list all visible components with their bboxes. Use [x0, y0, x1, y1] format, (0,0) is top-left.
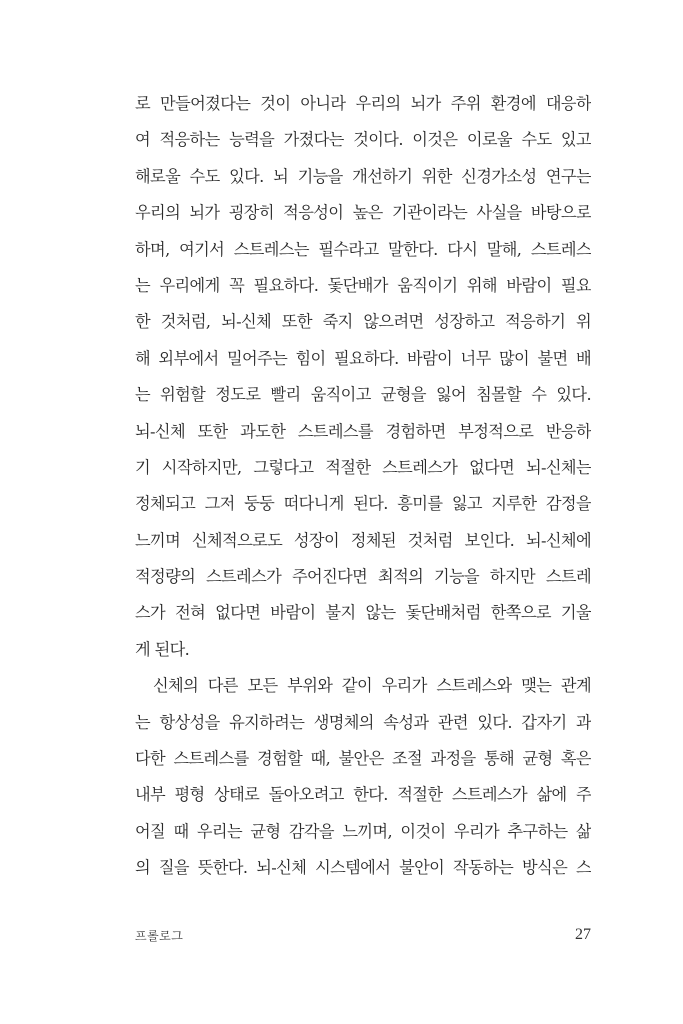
running-head: 프롤로그 [135, 928, 184, 943]
text-line: 한 것처럼, 뇌-신체 또한 죽지 않으려면 성장하고 적응하기 위 [135, 312, 591, 332]
text-line: 의 질을 뜻한다. 뇌-신체 시스템에서 불안이 작동하는 방식은 스 [135, 858, 591, 878]
text-line: 하며, 여기서 스트레스는 필수라고 말한다. 다시 말해, 스트레스 [135, 239, 591, 259]
text-line: 정체되고 그저 둥둥 떠다니게 된다. 흥미를 잃고 지루한 감정을 [135, 494, 591, 514]
text-line: 우리의 뇌가 굉장히 적응성이 높은 기관이라는 사실을 바탕으로 [135, 203, 591, 223]
text-line: 여 적응하는 능력을 가졌다는 것이다. 이것은 이로울 수도 있고 [135, 130, 591, 150]
text-line: 내부 평형 상태로 돌아오려고 한다. 적절한 스트레스가 삶에 주 [135, 785, 591, 805]
body-text [135, 86, 591, 887]
text-line: 해 외부에서 밀어주는 힘이 필요하다. 바람이 너무 많이 불면 배 [135, 348, 591, 368]
text-line: 는 항상성을 유지하려는 생명체의 속성과 관련 있다. 갑자기 과 [135, 712, 591, 732]
text-line: 는 위험할 정도로 빨리 움직이고 균형을 잃어 침몰할 수 있다. [135, 385, 591, 405]
text-line: 뇌-신체 또한 과도한 스트레스를 경험하면 부정적으로 반응하 [135, 421, 591, 441]
text-line: 느끼며 신체적으로도 성장이 정체된 것처럼 보인다. 뇌-신체에 [135, 530, 591, 550]
page-footer [135, 923, 591, 947]
text-line: 해로울 수도 있다. 뇌 기능을 개선하기 위한 신경가소성 연구는 [135, 166, 591, 186]
text-line: 스가 전혀 없다면 바람이 불지 않는 돛단배처럼 한쪽으로 기울 [135, 603, 591, 623]
text-line: 적정량의 스트레스가 주어진다면 최적의 기능을 하지만 스트레 [135, 567, 591, 587]
text-line: 게 된다. [135, 639, 190, 659]
text-line: 어질 때 우리는 균형 감각을 느끼며, 이것이 우리가 추구하는 삶 [135, 821, 591, 841]
text-line: 로 만들어졌다는 것이 아니라 우리의 뇌가 주위 환경에 대응하 [135, 94, 591, 113]
text-line: 는 우리에게 꼭 필요하다. 돛단배가 움직이기 위해 바람이 필요 [135, 275, 591, 295]
text-line: 신체의 다른 모든 부위와 같이 우리가 스트레스와 맺는 관계 [153, 676, 591, 696]
text-line: 기 시작하지만, 그렇다고 적절한 스트레스가 없다면 뇌-신체는 [135, 457, 591, 477]
text-line: 다한 스트레스를 경험할 때, 불안은 조절 과정을 통해 균형 혹은 [135, 749, 591, 769]
page-number: 27 [575, 926, 591, 943]
